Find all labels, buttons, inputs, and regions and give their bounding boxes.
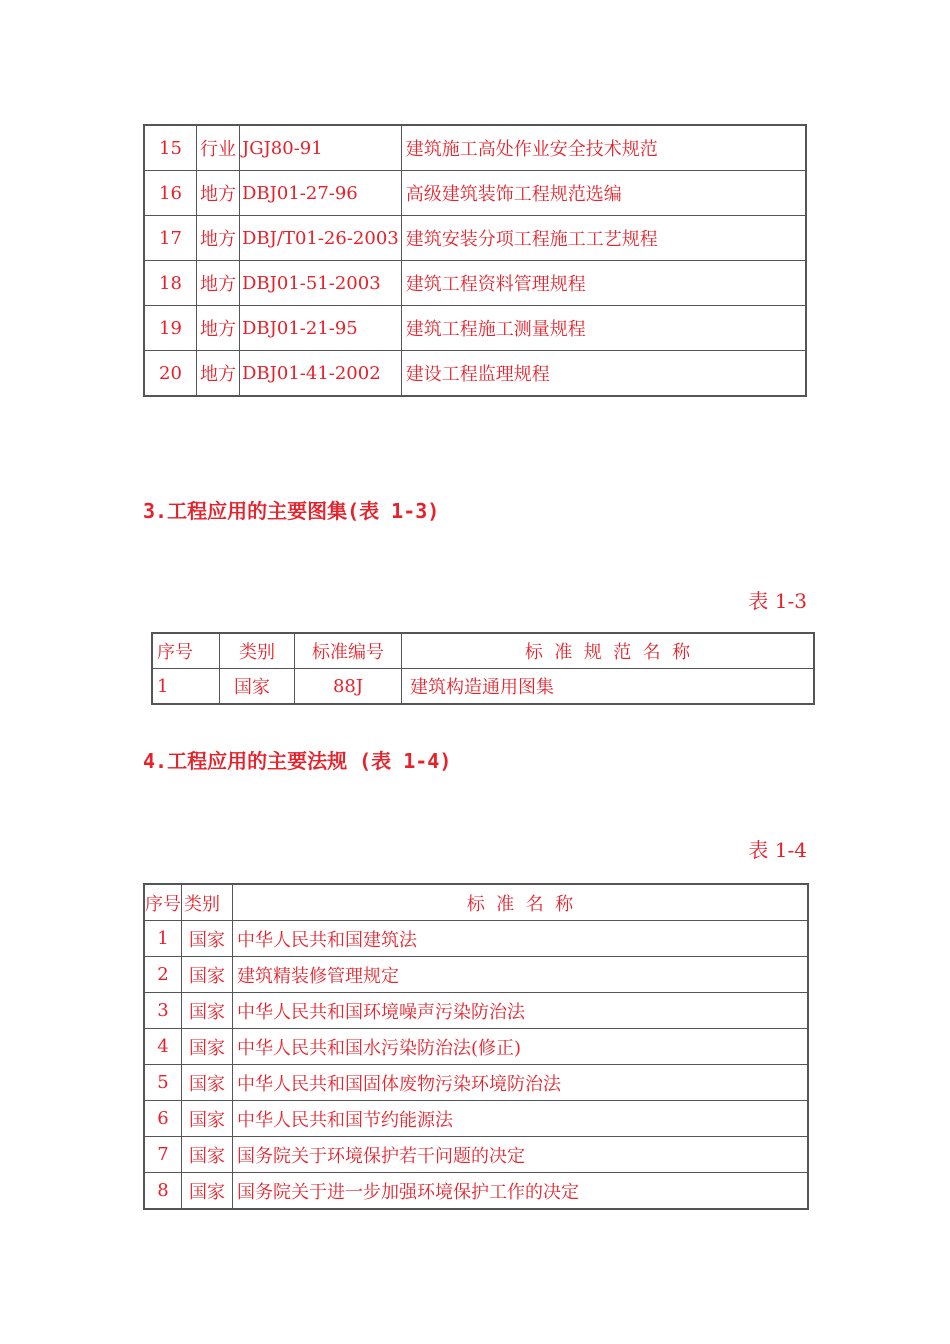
table-row (145, 1173, 807, 1208)
header-name: 标 准 名 称 (233, 885, 807, 921)
row-code: DBJ01-21-95 (240, 306, 402, 351)
row-category: 地方 (197, 261, 240, 306)
row-code: DBJ01-27-96 (240, 171, 402, 216)
row-code: 88J (295, 669, 402, 703)
row-number: 5 (145, 1065, 182, 1101)
row-number: 8 (145, 1173, 182, 1208)
header-name: 标 准 规 范 名 称 (402, 634, 813, 669)
row-code: JGJ80-91 (240, 126, 402, 171)
table-row (145, 126, 805, 171)
row-category: 国家 (182, 921, 233, 957)
row-name: 中华人民共和国水污染防治法(修正) (233, 1029, 807, 1065)
table-row (145, 1065, 807, 1101)
table-row (145, 1137, 807, 1173)
row-number: 19 (145, 306, 197, 351)
row-name: 建筑工程施工测量规程 (402, 306, 805, 351)
row-number: 20 (145, 351, 197, 395)
row-number: 18 (145, 261, 197, 306)
section-3-heading: 3.工程应用的主要图集(表 1-3) (143, 499, 440, 523)
row-number: 15 (145, 126, 197, 171)
row-name: 建设工程监理规程 (405, 364, 550, 385)
header-no: 序号 (153, 634, 220, 669)
row-code: DBJ/T01-26-2003 (240, 216, 402, 261)
row-category: 地方 (197, 171, 240, 216)
table-row (145, 921, 807, 957)
row-category: 地方 (197, 216, 240, 261)
table-1-4-caption: 表 1-4 (748, 838, 807, 862)
row-name: 中华人民共和国环境噪声污染防治法 (233, 993, 807, 1029)
row-category: 国家 (182, 957, 233, 993)
table-1-3-caption: 表 1-3 (748, 589, 807, 613)
row-name: 高级建筑装饰工程规范选编 (402, 171, 805, 216)
row-code: DBJ01-41-2002 (240, 351, 402, 395)
table-row (153, 669, 813, 703)
row-number: 7 (145, 1137, 182, 1173)
row-number: 6 (145, 1101, 182, 1137)
row-number: 17 (145, 216, 197, 261)
row-name: 建筑施工高处作业安全技术规范 (402, 126, 805, 171)
standards-table-continued (143, 124, 807, 397)
row-category: 国家 (182, 1173, 233, 1208)
section-4-heading: 4.工程应用的主要法规 (表 1-4) (143, 749, 452, 773)
row-name: 中华人民共和国固体废物污染环境防治法 (233, 1065, 807, 1101)
row-category: 国家 (182, 1137, 233, 1173)
header-code: 标准编号 (295, 634, 402, 669)
row-name: 建筑安装分项工程施工工艺规程 (402, 216, 805, 261)
row-name: 国务院关于环境保护若干问题的决定 (233, 1137, 807, 1173)
row-number: 4 (145, 1029, 182, 1065)
row-code: DBJ01-51-2003 (240, 261, 402, 306)
table-header-row (153, 634, 813, 669)
table-row (145, 216, 805, 261)
row-category: 国家 (182, 993, 233, 1029)
row-category: 地方 (197, 306, 240, 351)
row-name: 建筑精装修管理规定 (233, 957, 807, 993)
row-name: 建筑构造通用图集 (410, 677, 554, 698)
row-number: 2 (145, 957, 182, 993)
row-number: 1 (145, 921, 182, 957)
table-row (145, 957, 807, 993)
table-row (145, 1101, 807, 1137)
table-row (145, 993, 807, 1029)
table-row (145, 351, 805, 395)
table-row (145, 261, 805, 306)
table-header-row (145, 885, 807, 921)
atlas-table (151, 632, 815, 705)
table-row (145, 1029, 807, 1065)
row-number: 16 (145, 171, 197, 216)
row-category: 行业 (197, 126, 240, 171)
row-category: 国家 (182, 1101, 233, 1137)
header-no: 序号 (145, 885, 182, 921)
row-name: 建筑工程资料管理规程 (402, 261, 805, 306)
header-category: 类别 (182, 885, 233, 921)
row-name: 国务院关于进一步加强环境保护工作的决定 (237, 1181, 579, 1203)
row-category: 地方 (197, 351, 240, 395)
regulations-table (143, 883, 809, 1210)
row-number: 1 (153, 669, 220, 703)
row-category: 国家 (182, 1029, 233, 1065)
row-number: 3 (145, 993, 182, 1029)
row-name: 中华人民共和国节约能源法 (233, 1101, 807, 1137)
row-name: 中华人民共和国建筑法 (233, 921, 807, 957)
row-category: 国家 (220, 669, 295, 703)
table-row (145, 306, 805, 351)
table-row (145, 171, 805, 216)
header-category: 类别 (220, 634, 295, 669)
row-category: 国家 (182, 1065, 233, 1101)
